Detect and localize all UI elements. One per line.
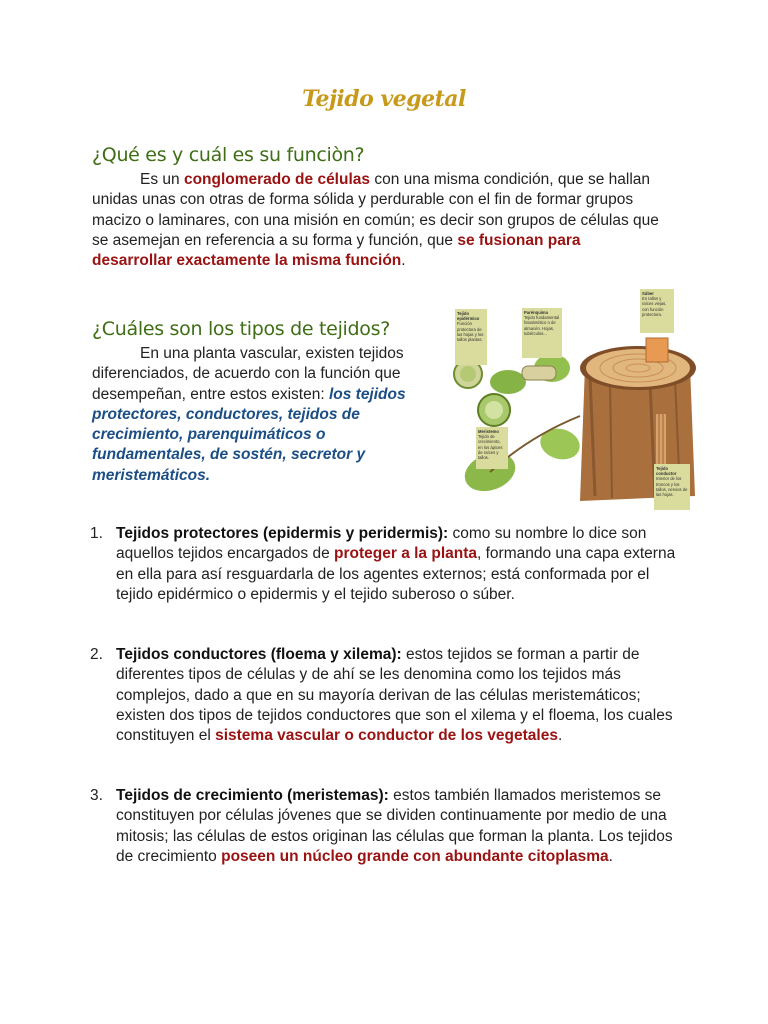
label-suber bbox=[640, 289, 674, 333]
tissue-types-list-text: los tejidos protectores, conductores, tejidos de crecimiento, parenquimáticos o fundamentales, de sostén, secretor y meristemáticos. bbox=[92, 385, 406, 484]
text-run: estos tejidos se forman a partir de diferentes tipos de células y de ahí se les denomina como los tejidos más complejos, dado a que en su mayoría derivan de las células meristemáticos; existen dos tipos de tejidos conductores que son el xilema y el floema, los cuales constituyen el bbox=[116, 646, 673, 745]
highlight-text: poseen un núcleo grande con abundante citoplasma bbox=[221, 847, 609, 865]
label-title: Meristemo bbox=[478, 429, 499, 434]
label-text: Tejido fundamental fotosintético o de almacén. Hojas, tubérculos... bbox=[524, 315, 560, 336]
highlight-text: se fusionan para desarrollar exactamente la misma función bbox=[92, 231, 581, 270]
highlight-text: proteger a la planta bbox=[334, 545, 477, 563]
label-meristem bbox=[476, 427, 508, 469]
label-text: Función protectora de las hojas y los tallos plantas. bbox=[457, 321, 484, 343]
label-parenchyma bbox=[522, 308, 562, 358]
highlight-text: sistema vascular o conductor de los vegetales bbox=[215, 727, 558, 745]
label-text: En tallos y raíces viejas, con función protectora. bbox=[642, 296, 667, 317]
label-title: Parénquima bbox=[524, 310, 548, 315]
text-run: , formando una capa externa en ella para así resguardarla de los agentes externos; está conformada por el tejido epidérmico o epidermis y el tejido suberoso o súber. bbox=[116, 545, 676, 603]
label-text: Interior de los troncos y los tallos, nervios de las hojas. bbox=[656, 476, 688, 498]
label-text: Tejido de crecimiento, en los ápices de raíces y tallos. bbox=[478, 434, 503, 461]
list-number: 2. bbox=[90, 646, 103, 663]
list-number: 1. bbox=[90, 525, 103, 542]
label-epidermal-tissue bbox=[455, 309, 487, 365]
text-run: como su nombre lo dice son aquellos tejidos encargados de bbox=[116, 525, 647, 563]
paragraph-types bbox=[92, 344, 442, 486]
text-run: . bbox=[608, 847, 613, 865]
text-run: estos también llamados meristemos se constituyen por células jóvenes que se dividen continuamente por medio de una mitosis; las células de estos originan las células que forman la planta. Los tejidos de crecimiento bbox=[116, 787, 673, 865]
label-title: Tejido conductor bbox=[656, 466, 677, 477]
text-run: . bbox=[557, 727, 563, 745]
text-run: En una planta vascular, existen tejidos diferenciados, de acuerdo con la función que desempeñan, entre estos existen: bbox=[92, 345, 404, 403]
label-title: Súber bbox=[642, 291, 654, 296]
text-run: . bbox=[401, 252, 406, 270]
section-heading-types: ¿Cuáles son los tipos de tejidos? bbox=[92, 318, 390, 340]
label-conductive-tissue bbox=[654, 464, 690, 510]
list-item-title: Tejidos protectores (epidermis y peridermis): bbox=[116, 525, 449, 542]
section-heading-function: ¿Qué es y cuál es su funciòn? bbox=[92, 144, 365, 166]
paragraph-definition bbox=[92, 170, 664, 271]
text-run: con una misma condición, que se hallan unidas unas con otras de forma sólida y perdurable con el fin de formar grupos macizo o laminares, con una misión en común; es decir son grupos de células que se asemejan en referencia a su forma y función, que bbox=[92, 171, 659, 249]
list-item-growth bbox=[90, 786, 676, 867]
list-number: 3. bbox=[90, 787, 103, 804]
list-item-title: Tejidos conductores (floema y xilema): bbox=[116, 646, 402, 663]
list-item-conductive bbox=[90, 645, 676, 746]
label-title: Tejido epidérmico bbox=[457, 311, 480, 322]
plant-tissue-illustration bbox=[450, 286, 702, 512]
list-item-protective bbox=[90, 524, 676, 605]
highlight-text: conglomerado de células bbox=[183, 171, 371, 188]
text-run: Es un bbox=[140, 171, 184, 188]
page-title: Tejido vegetal bbox=[302, 86, 466, 112]
list-item-title: Tejidos de crecimiento (meristemas): bbox=[116, 787, 389, 804]
